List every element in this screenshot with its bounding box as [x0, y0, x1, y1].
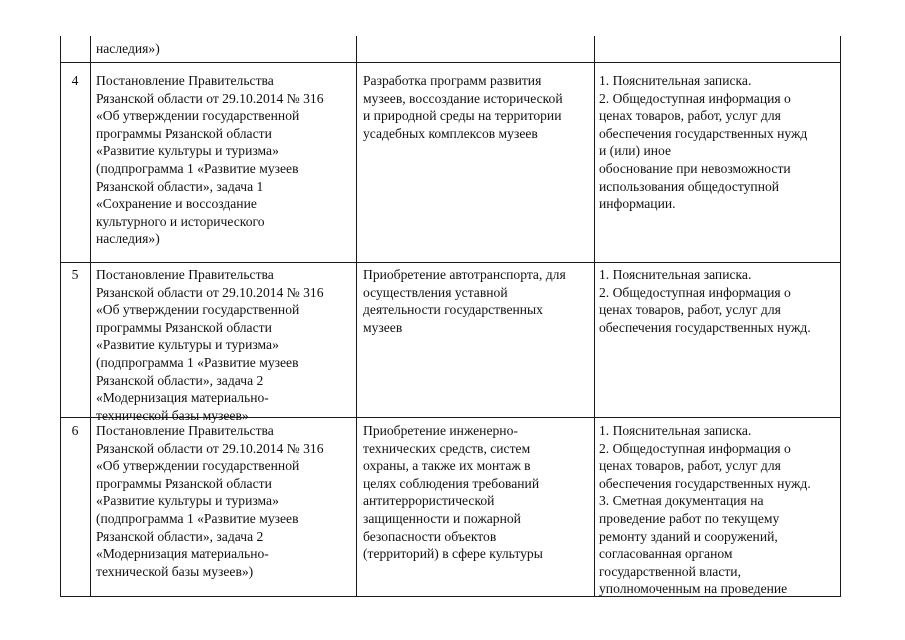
row-divider-1 [60, 62, 841, 63]
table-border-col1 [90, 36, 91, 596]
purpose-cell: Приобретение инженерно- технических средств, систем охраны, а также их монтаж в целях соблюдения требований антитеррористической защищенности и пожарной безопасности объектов (территорий) в сфере культуры [363, 423, 543, 562]
purpose-cell: Приобретение автотранспорта, для осуществления уставной деятельности государственных музеев [363, 267, 566, 335]
documents-cell: 1. Пояснительная записка. 2. Общедоступная информация о ценах товаров, работ, услуг для обеспечения государственных нужд. 3. Сметная документация на проведение работ по текущему ремонту зданий и сооружений, согласованная органом государственной власти, уполномоченным на проведение [599, 423, 811, 597]
table-border-col3 [594, 36, 595, 596]
table-row-number: 5 [71, 267, 79, 282]
table-border-left [60, 36, 61, 596]
regulation-cell: Постановление Правительства Рязанской области от 29.10.2014 № 316 «Об утверждении государственной программы Рязанской области «Развитие культуры и туризма» (подпрограмма 1 «Развитие музеев Рязанской области», задача 2 «Модернизация материально- технической базы музеев») [96, 423, 324, 579]
documents-cell: 1. Пояснительная записка. 2. Общедоступная информация о ценах товаров, работ, услуг для обеспечения государственных нужд и (или) иное обоснование при невозможности использования общедоступной информации. [599, 73, 808, 212]
purpose-cell: Разработка программ развития музеев, воссоздание исторической и природной среды на территории усадебных комплексов музеев [363, 73, 563, 141]
table-row-number: 6 [71, 423, 79, 438]
table-row-number: 4 [71, 73, 79, 88]
row-divider-2 [60, 262, 841, 263]
regulation-cell: Постановление Правительства Рязанской области от 29.10.2014 № 316 «Об утверждении государственной программы Рязанской области «Развитие культуры и туризма» (подпрограмма 1 «Развитие музеев Рязанской области», задача 2 «Модернизация материально- технической базы музеев» [96, 267, 324, 423]
regulation-cell: Постановление Правительства Рязанской области от 29.10.2014 № 316 «Об утверждении государственной программы Рязанской области «Развитие культуры и туризма» (подпрограмма 1 «Развитие музеев Рязанской области», задача 1 «Сохранение и воссоздание культурного и исторического наследия») [96, 73, 324, 247]
table-border-col2 [356, 36, 357, 596]
documents-cell: 1. Пояснительная записка. 2. Общедоступная информация о ценах товаров, работ, услуг для обеспечения государственных нужд. [599, 267, 811, 335]
table-border-right [840, 36, 841, 596]
regulation-cell: наследия») [96, 41, 160, 56]
